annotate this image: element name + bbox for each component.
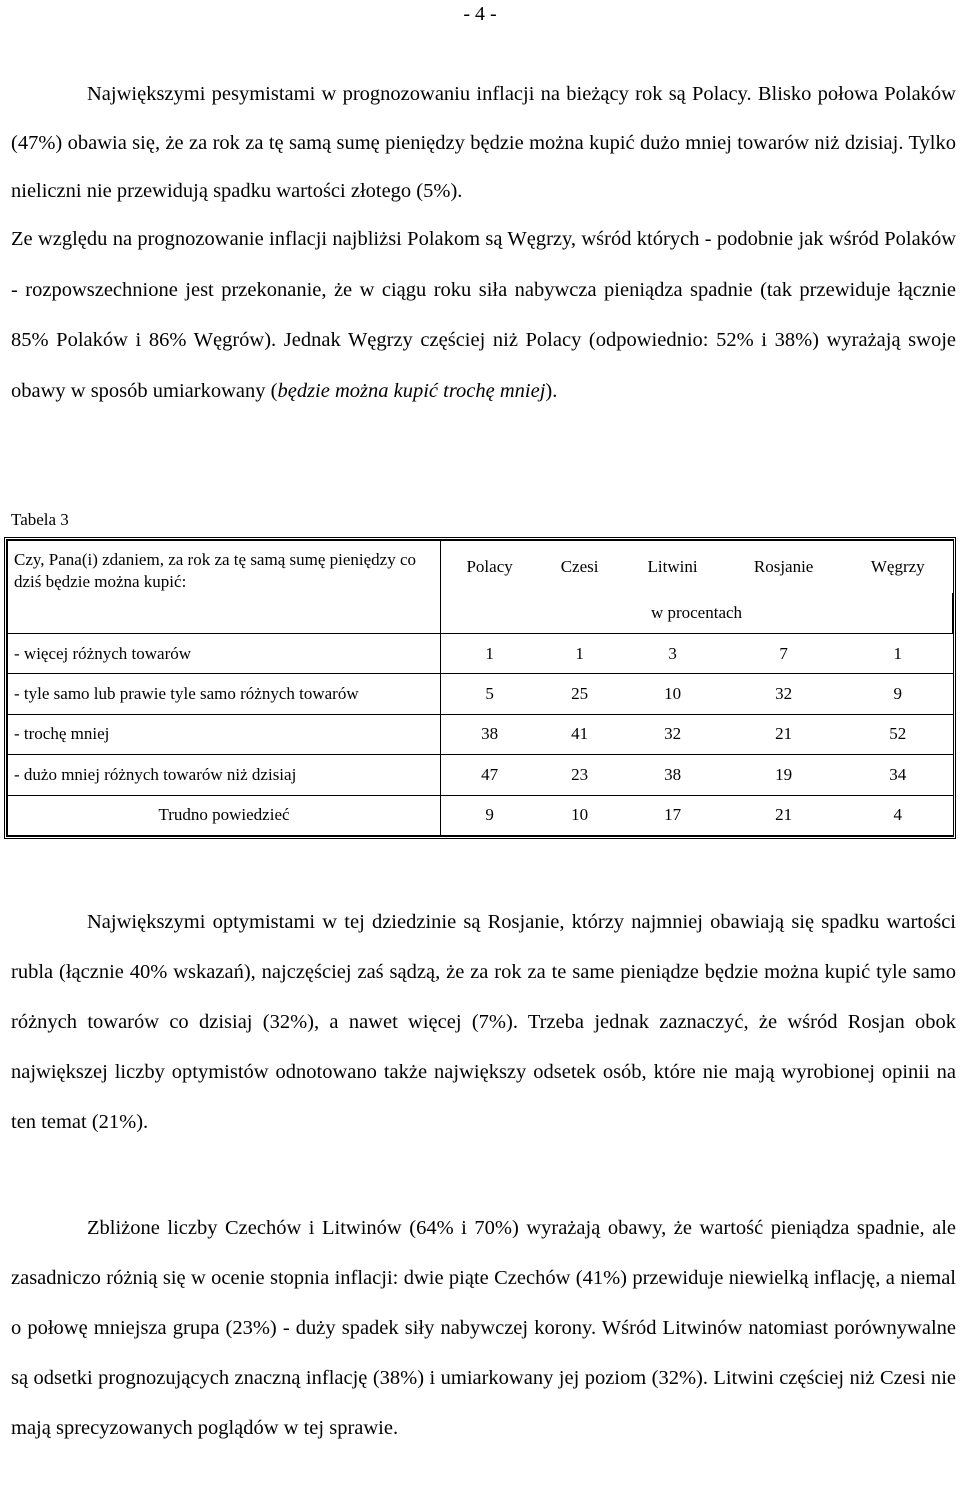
cell-value: 5: [441, 674, 539, 714]
paragraph-2-italic: będzie można kupić trochę mniej: [277, 379, 546, 402]
cell-value: 9: [843, 674, 952, 714]
cell-value: 23: [538, 755, 621, 795]
row-label: - trochę mniej: [8, 714, 441, 754]
paragraph-4-text: Zbliżone liczby Czechów i Litwinów (64% i 70%) wyrażają obawy, że wartość pieniądza spadnie, ale zasadniczo różnią się w ocenie stopnia inflacji: dwie piąte Czechów (41%) przewiduje niewielką inflację, a niemal o połowę mniejsza grupa (23%) - duży spadek siły nabywczej korony. Wśród Litwinów natomiast porównywalne są odsetki prognozujących znaczną inflację (38%) i umiarkowany jej poziom (32%). Litwini częściej niż Czesi nie mają sprecyzowanych poglądów w tej sprawie.: [11, 1217, 956, 1439]
cell-value: 47: [441, 755, 539, 795]
col-header-czesi: Czesi: [538, 541, 621, 594]
table-row: [8, 633, 953, 673]
table-question: Czy, Pana(i) zdaniem, za rok za tę samą sumę pieniędzy co dziś będzie można kupić:: [8, 541, 441, 634]
table-row: [8, 795, 953, 835]
cell-value: 32: [621, 714, 724, 754]
cell-value: 21: [724, 714, 843, 754]
cell-value: 9: [441, 795, 539, 835]
cell-value: 38: [621, 755, 724, 795]
table-row: [8, 674, 953, 714]
table-header-row: [8, 541, 953, 594]
survey-table: [4, 537, 956, 839]
table-row: [8, 755, 953, 795]
paragraph-2: [11, 214, 956, 416]
cell-value: 38: [441, 714, 539, 754]
cell-value: 10: [538, 795, 621, 835]
cell-value: 1: [538, 633, 621, 673]
paragraph-1-text: Największymi pesymistami w prognozowaniu inflacji na bieżący rok są Polacy. Blisko połowa Polaków (47%) obawia się, że za rok za tę samą sumę pieniędzy będzie można kupić dużo mniej towarów niż dzisiaj. Tylko nieliczni nie przewidują spadku wartości złotego (5%).: [11, 83, 956, 202]
col-header-polacy: Polacy: [441, 541, 539, 594]
table-unit: w procentach: [441, 593, 953, 633]
col-header-wegrzy: Węgrzy: [843, 541, 952, 594]
paragraph-2-text: Ze względu na prognozowanie inflacji najbliżsi Polakom są Węgrzy, wśród których - podobnie jak wśród Polaków - rozpowszechnione jest przekonanie, że w ciągu roku siła nabywcza pieniądza spadnie (tak przewiduje łącznie 85% Polaków i 86% Węgrów). Jednak Węgrzy częściej niż Polacy (odpowiednio: 52% i 38%) wyrażają swoje obawy w sposób umiarkowany (: [11, 228, 956, 402]
paragraph-3-text: Największymi optymistami w tej dziedzinie są Rosjanie, którzy najmniej obawiają się spadku wartości rubla (łącznie 40% wskazań), najczęściej zaś sądzą, że za rok za te same pieniądze będzie można kupić tyle samo różnych towarów co dzisiaj (32%), a nawet więcej (7%). Trzeba jednak zaznaczyć, że wśród Rosjan obok największej liczby optymistów odnotowano także największy odsetek osób, które nie mają wyrobionej opinii na ten temat (21%).: [11, 911, 956, 1133]
cell-value: 21: [724, 795, 843, 835]
cell-value: 17: [621, 795, 724, 835]
paragraph-2-end: ).: [545, 379, 558, 402]
cell-value: 34: [843, 755, 952, 795]
cell-value: 3: [621, 633, 724, 673]
paragraph-1: [11, 70, 956, 216]
cell-value: 52: [843, 714, 952, 754]
paragraph-4: [11, 1203, 956, 1453]
row-label: - więcej różnych towarów: [8, 633, 441, 673]
cell-value: 19: [724, 755, 843, 795]
row-label: - dużo mniej różnych towarów niż dzisiaj: [8, 755, 441, 795]
row-label: Trudno powiedzieć: [8, 795, 441, 835]
cell-value: 7: [724, 633, 843, 673]
cell-value: 1: [843, 633, 952, 673]
page-number: - 4 -: [463, 3, 497, 25]
cell-value: 10: [621, 674, 724, 714]
cell-value: 41: [538, 714, 621, 754]
table-caption: Tabela 3: [11, 510, 69, 529]
col-header-rosjanie: Rosjanie: [724, 541, 843, 594]
cell-value: 1: [441, 633, 539, 673]
cell-value: 4: [843, 795, 952, 835]
cell-value: 25: [538, 674, 621, 714]
row-label: - tyle samo lub prawie tyle samo różnych towarów: [8, 674, 441, 714]
paragraph-3: [11, 897, 956, 1147]
table-row: [8, 714, 953, 754]
cell-value: 32: [724, 674, 843, 714]
col-header-litwini: Litwini: [621, 541, 724, 594]
